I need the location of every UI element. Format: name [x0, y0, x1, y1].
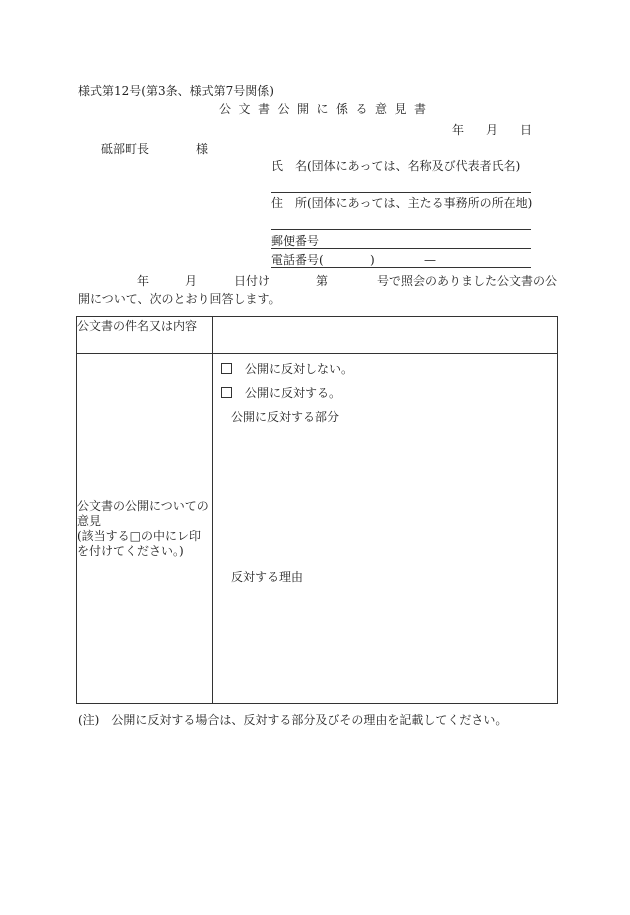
option-opposed[interactable] [221, 386, 557, 400]
applicant-name-label: 氏 名(団体にあっては、名称及び代表者氏名) [271, 159, 521, 173]
opinion-label-line2: (該当する□の中にレ印を付けてください。) [77, 528, 202, 558]
body-line2: 開について、次のとおり回答します。 [78, 292, 281, 306]
opinion-table [76, 316, 558, 704]
checkbox-icon[interactable] [221, 387, 232, 398]
phone-dash: — [424, 253, 436, 267]
applicant-name-line [271, 192, 531, 193]
phone-number-line [271, 267, 531, 268]
opinion-cell [213, 354, 558, 704]
option-not-opposed[interactable] [221, 362, 557, 376]
opposed-parts-label: 公開に反対する部分 [231, 410, 340, 424]
postal-code-label: 郵便番号 [271, 234, 320, 248]
footnote: (注) 公開に反対する場合は、反対する部分及びその理由を記載してください。 [78, 713, 508, 727]
phone-number-label: 電話番号( [271, 253, 324, 267]
date-day-label: 日 [520, 123, 533, 137]
date-month-label: 月 [486, 123, 499, 137]
body-number-prefix: 第 [316, 274, 329, 288]
body-year: 年 [137, 274, 150, 288]
body-month: 月 [185, 274, 198, 288]
opinion-label-line1: 公文書の公開についての意見 [77, 498, 209, 528]
document-title: 公文書公開に係る意見書 [219, 102, 434, 116]
document-subject-label: 公文書の件名又は内容 [77, 317, 213, 354]
addressee-name: 砥部町長 [101, 142, 150, 156]
applicant-address-line [271, 229, 531, 230]
reasons-label: 反対する理由 [231, 570, 304, 584]
body-date-suffix: 日付け [234, 274, 271, 288]
document-subject-cell[interactable] [213, 317, 558, 354]
postal-code-line [271, 248, 531, 249]
applicant-address-label: 住 所(団体にあっては、主たる事務所の所在地) [271, 196, 533, 210]
option-opposed-label: 公開に反対する。 [245, 386, 342, 400]
addressee-honorific: 様 [196, 142, 209, 156]
form-number: 様式第12号(第3条、様式第7号関係) [78, 84, 274, 98]
opinion-label [77, 354, 213, 704]
option-not-opposed-label: 公開に反対しない。 [245, 362, 354, 376]
phone-paren-close: ) [370, 253, 375, 267]
body-line1-rest: 号で照会のありました公文書の公 [377, 274, 558, 288]
checkbox-icon[interactable] [221, 363, 232, 374]
date-year-label: 年 [452, 123, 465, 137]
